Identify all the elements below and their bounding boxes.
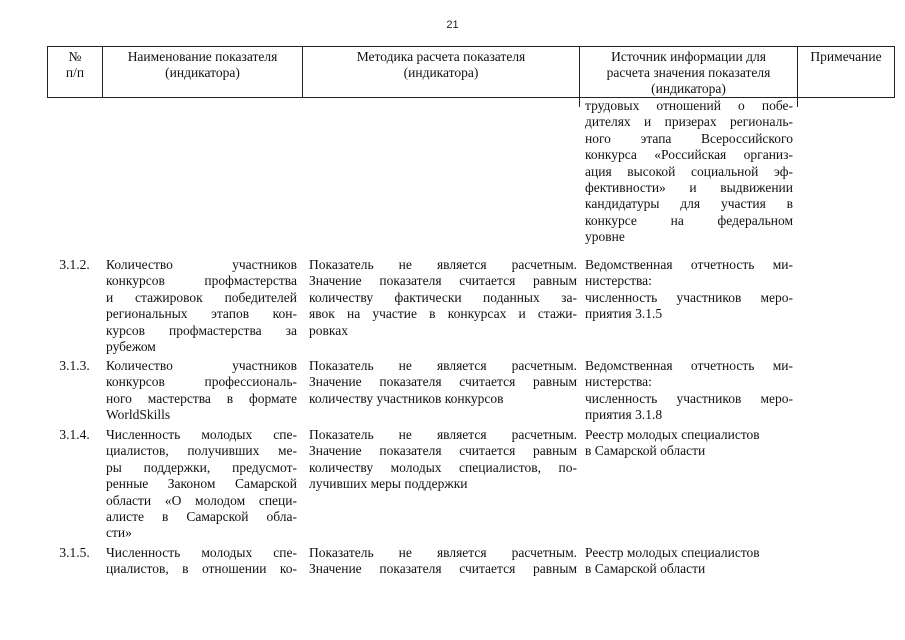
- row-number: 3.1.5.: [59, 545, 90, 560]
- name-line: ного мастерства в формате: [106, 390, 297, 406]
- source-line: Реестр молодых специалистов: [585, 545, 760, 560]
- row-source-cell: [585, 545, 793, 578]
- source-line: численность участников меро-: [585, 390, 793, 406]
- name-line: области «О молодом специ-: [106, 492, 297, 508]
- source-line: нистерства:: [585, 273, 652, 289]
- source-line: Ведомственная отчетность ми-: [585, 358, 793, 373]
- method-line: Показатель не является расчетным.: [309, 358, 577, 373]
- table-header: [47, 46, 895, 98]
- header-method-line: (индикатора): [403, 65, 479, 80]
- method-line: Значение показателя считается равным: [309, 374, 577, 390]
- header-source-line: Источник информации для: [611, 49, 766, 64]
- source-line: приятия 3.1.8: [585, 407, 663, 423]
- source-line: нистерства:: [585, 374, 652, 390]
- method-line: явок на участие в конкурсах и стажи-: [309, 306, 577, 322]
- source-line: фективности» и выдвижении: [585, 180, 793, 196]
- method-line: Показатель не является расчетным.: [309, 427, 577, 442]
- row-source-cell: [585, 257, 793, 323]
- header-source-line: (индикатора): [651, 81, 726, 96]
- source-line: численность участников меро-: [585, 289, 793, 305]
- name-line: циалистов, получивших ме-: [106, 443, 297, 459]
- header-method-line: Методика расчета показателя: [356, 49, 526, 64]
- row-number: 3.1.2.: [59, 257, 90, 272]
- header-note-line: Примечание: [810, 49, 882, 64]
- method-line: количеству фактически поданных за-: [309, 289, 577, 305]
- name-line: Численность молодых спе-: [106, 427, 297, 442]
- name-line: и стажировок победителей: [106, 289, 297, 305]
- row-method-cell: [309, 545, 577, 578]
- header-name-line: Наименование показателя: [127, 49, 278, 64]
- row-method-cell: [309, 427, 577, 493]
- header-name-line: (индикатора): [165, 65, 240, 80]
- method-line: количеству молодых специалистов, по-: [309, 459, 577, 475]
- source-line: ация высокой социальной эф-: [585, 163, 793, 179]
- method-line: Значение показателя считается равным: [309, 443, 577, 459]
- source-line: Реестр молодых специалистов: [585, 427, 760, 442]
- continuation-source-cell: [585, 98, 793, 246]
- source-line: уровне: [585, 229, 625, 245]
- header-method: [302, 47, 579, 98]
- row-source-cell: [585, 358, 793, 424]
- method-line: ровках: [309, 322, 348, 338]
- header-note: [797, 47, 895, 98]
- source-line: конкурсе на федеральном: [585, 212, 793, 228]
- page-number: 21: [446, 19, 459, 31]
- header-source-line: расчета значения показателя: [606, 65, 771, 80]
- row-name-cell: [106, 358, 297, 424]
- row-number: 3.1.3.: [59, 358, 90, 373]
- row-method-cell: [309, 257, 577, 339]
- name-line: рубежом: [106, 339, 156, 355]
- row-source-cell: [585, 427, 793, 460]
- name-line: сти»: [106, 525, 132, 541]
- method-line: лучивших меры поддержки: [309, 476, 468, 492]
- method-line: количеству участников конкурсов: [309, 390, 504, 406]
- name-line: ренные Законом Самарской: [106, 476, 297, 492]
- name-line: алисте в Самарской обла-: [106, 509, 297, 525]
- method-line: Показатель не является расчетным.: [309, 257, 577, 272]
- name-line: Численность молодых спе-: [106, 545, 297, 560]
- source-line: Ведомственная отчетность ми-: [585, 257, 793, 272]
- name-line: Количество участников: [106, 358, 297, 373]
- name-line: циалистов, в отношении ко-: [106, 561, 297, 577]
- source-line: ного этапа Всероссийского: [585, 130, 793, 146]
- name-line: ры поддержки, предусмот-: [106, 459, 297, 475]
- column-divider: [579, 97, 580, 107]
- source-line: в Самарской области: [585, 561, 706, 577]
- source-line: конкурса «Российская организ-: [585, 147, 793, 163]
- header-name: [102, 47, 302, 98]
- method-line: Значение показателя считается равным: [309, 561, 577, 577]
- name-line: Количество участников: [106, 257, 297, 272]
- source-line: трудовых отношений о побе-: [585, 98, 793, 113]
- header-num: [47, 47, 102, 98]
- name-line: конкурсов профмастерства: [106, 273, 297, 289]
- name-line: WorldSkills: [106, 407, 171, 423]
- name-line: курсов профмастерства за: [106, 322, 297, 338]
- source-line: приятия 3.1.5: [585, 306, 663, 322]
- name-line: региональных этапов кон-: [106, 306, 297, 322]
- row-name-cell: [106, 545, 297, 578]
- source-line: дителях и призерах региональ-: [585, 114, 793, 130]
- row-name-cell: [106, 427, 297, 542]
- header-source: [579, 47, 797, 98]
- header-num-line: п/п: [65, 65, 85, 80]
- header-num-line: №: [68, 49, 82, 64]
- row-name-cell: [106, 257, 297, 355]
- source-line: кандидатуры для участия в: [585, 196, 793, 212]
- name-line: конкурсов профессиональ-: [106, 374, 297, 390]
- row-method-cell: [309, 358, 577, 407]
- source-line: в Самарской области: [585, 443, 706, 459]
- method-line: Показатель не является расчетным.: [309, 545, 577, 560]
- column-divider: [797, 97, 798, 107]
- row-number: 3.1.4.: [59, 427, 90, 442]
- method-line: Значение показателя считается равным: [309, 273, 577, 289]
